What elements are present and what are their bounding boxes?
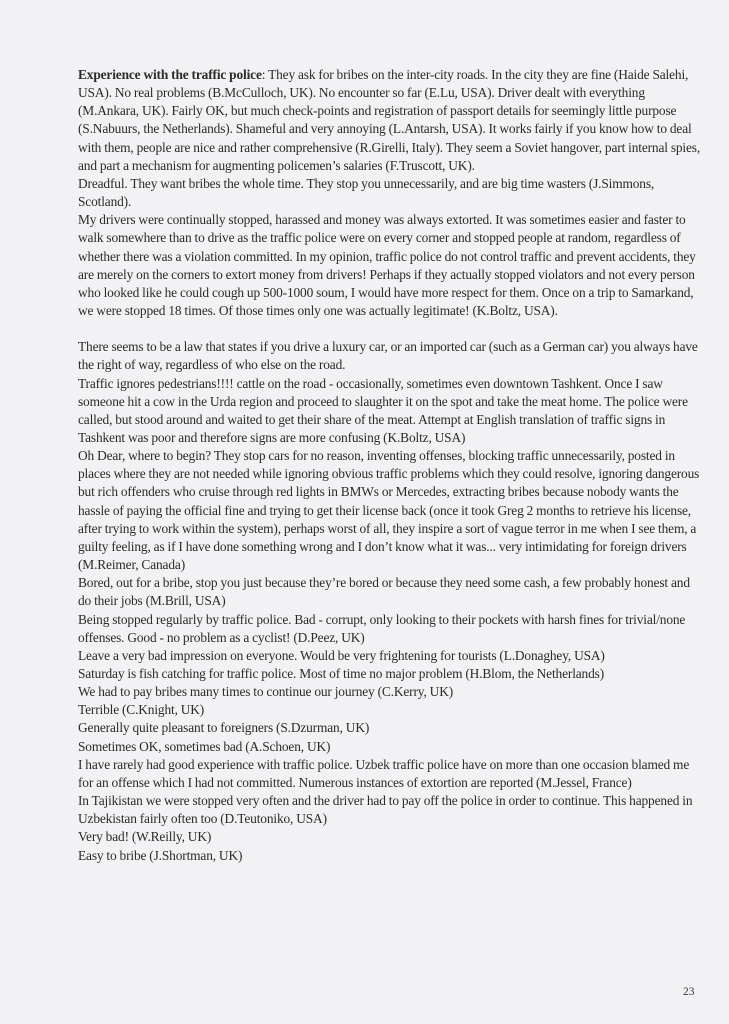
- page-number: 23: [683, 986, 695, 998]
- paragraph: Dreadful. They want bribes the whole time. They stop you unnecessarily, and are big time wasters (J.Simmons, Scotland).: [78, 175, 655, 210]
- paragraph: Oh Dear, where to begin? They stop cars for no reason, inventing offenses, blocking traffic unnecessarily, posted in places where they are not needed while ignoring obvious traffic problems which they could resolve, ignoring dangerous but rich offenders who cruise through red lights in BMWs or Mercedes, extracting bribes because nobody wants the hassle of paying the official fine and trying to get their license back (once it took Greg 2 months to retrieve his license, after trying to work within the system), perhaps worst of all, they inspire a sort of vague terror in me when I see them, a guilty feeling, as if I have done something wrong and I don’t know what it was... very intimidating for foreign drivers (M.Reimer, Canada): [78, 448, 700, 573]
- paragraph: My drivers were continually stopped, harassed and money was always extorted. It was sometimes easier and faster to walk somewhere than to drive as the traffic police were on every corner and stopped people at random, regardless of whether there was a violation committed. In my opinion, traffic police do not control traffic and prevent accidents, they are merely on the corners to extort money from drivers! Perhaps if they actually stopped violators and not every person who looked like he could cough up 500-1000 soum, I would have more respect for them. Once on a trip to Samarkand, we were stopped 18 times. Of those times only one was actually legitimate! (K.Boltz, USA).: [78, 212, 696, 319]
- paragraph: Being stopped regularly by traffic police. Bad - corrupt, only looking to their pockets with harsh fines for trivial/none offenses. Good - no problem as a cyclist! (D.Peez, UK): [78, 611, 686, 645]
- section-heading: Experience with the traffic police: [78, 67, 262, 82]
- intro-text: : They ask for bribes on the inter-city roads. In the city they are fine (Haide Salehi, USA). No real problems (B.McCulloch, UK). No encounter so far (E.Lu, USA). Driver dealt with everything (M.Ankara, UK). Fairly OK, but much check-points and registration of passport details for seemingly little purpose (S.Nabuurs, the Netherlands). Shameful and very annoying (L.Antarsh, USA). It works fairly if you know how to deal with them, people are nice and rather comprehensive (R.Girelli, Italy). They seem a Soviet hangover, part internal spies, and part a mechanism for augmenting policemen’s salaries (F.Truscott, UK).: [78, 67, 701, 173]
- paragraph: Saturday is fish catching for traffic police. Most of time no major problem (H.Blom, the Netherlands): [78, 666, 605, 681]
- paragraph: I have rarely had good experience with traffic police. Uzbek traffic police have on more than one occasion blamed me for an offense which I had not committed. Numerous instances of extortion are reported (M.Jessel, France): [78, 756, 690, 790]
- paragraph: Bored, out for a bribe, stop you just because they’re bored or because they need some cash, a few probably honest and do their jobs (M.Brill, USA): [78, 575, 690, 609]
- paragraph: In Tajikistan we were stopped very often and the driver had to pay off the police in order to continue. This happened in Uzbekistan fairly often too (D.Teutoniko, USA): [78, 793, 693, 827]
- paragraph: Leave a very bad impression on everyone. Would be very frightening for tourists (L.Donaghey, USA): [78, 647, 605, 663]
- paragraph: There seems to be a law that states if you drive a luxury car, or an imported car (such as a German car) you always have the right of way, regardless of who else on the road.: [78, 339, 698, 373]
- paragraph: Generally quite pleasant to foreigners (S.Dzurman, UK): [78, 720, 370, 736]
- document-body: [78, 66, 704, 865]
- paragraph: Terrible (C.Knight, UK): [78, 702, 205, 718]
- paragraph: Traffic ignores pedestrians!!!! cattle on the road - occasionally, sometimes even downtown Tashkent. Once I saw someone hit a cow in the Urda region and proceed to slaughter it on the spot and take the meat home. The police were called, but stood around and waited to get their share of the meat. Attempt at English translation of traffic signs in Tashkent was poor and therefore signs are more confusing (K.Boltz, USA): [78, 375, 688, 445]
- paragraph: Very bad! (W.Reilly, UK): [78, 829, 212, 845]
- intro-paragraph: [78, 66, 704, 175]
- paragraph: We had to pay bribes many times to continue our journey (C.Kerry, UK): [78, 684, 454, 700]
- paragraph: Easy to bribe (J.Shortman, UK): [78, 847, 243, 863]
- paragraph: Sometimes OK, sometimes bad (A.Schoen, UK): [78, 738, 331, 754]
